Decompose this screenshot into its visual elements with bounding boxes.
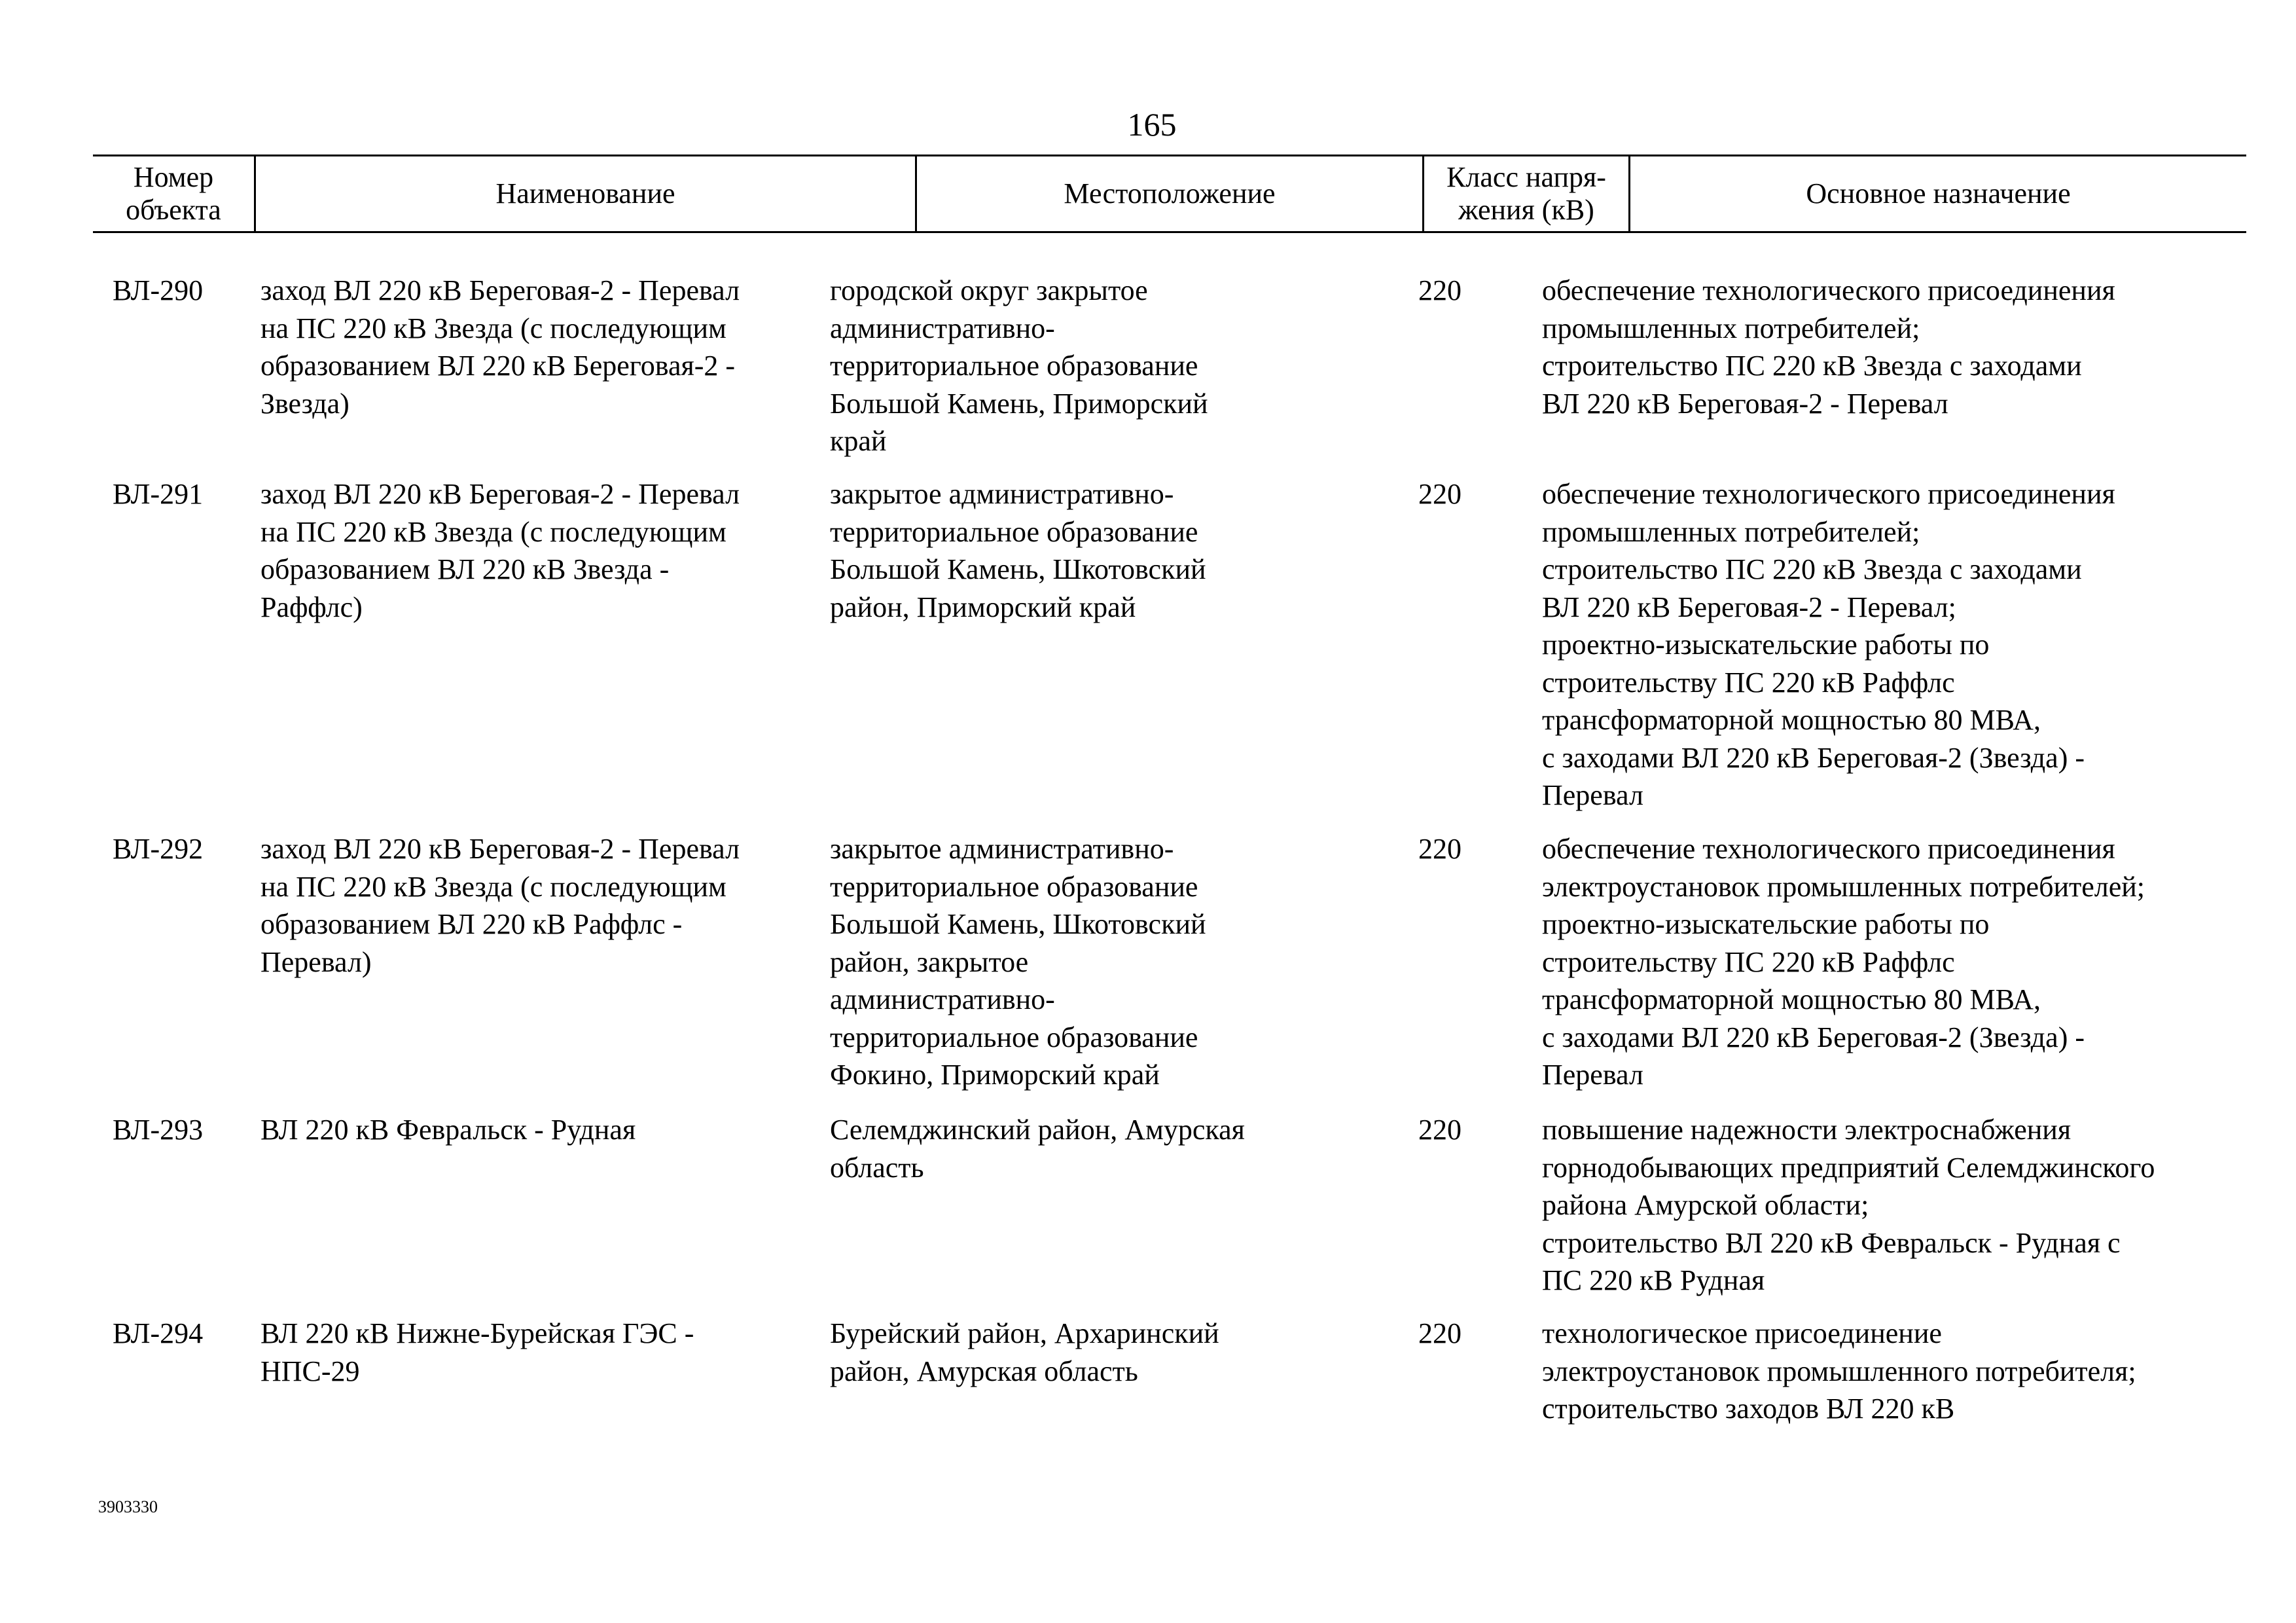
- header-name: Наименование: [254, 156, 915, 231]
- object-number: ВЛ-294: [113, 1317, 204, 1349]
- object-name: ВЛ 220 кВ Февральск - Рудная: [260, 1114, 636, 1146]
- header-location: Местоположение: [915, 156, 1422, 231]
- header-object-number: Номер объекта: [126, 161, 221, 226]
- voltage-class: 220: [1418, 274, 1462, 306]
- main-purpose: обеспечение технологического присоединения промышленных потребителей; строительство ПС 220 кВ Звезда с заходами ВЛ 220 кВ Береговая-2 - Перевал; проектно-изыскательские работы по строительству ПС 220 кВ Раффлс трансформаторной мощностью 80 МВА, с заходами ВЛ 220 кВ Береговая-2 (Звезда) - Перевал: [1542, 478, 2115, 811]
- main-purpose: обеспечение технологического присоединения промышленных потребителей; строительство ПС 220 кВ Звезда с заходами ВЛ 220 кВ Береговая-2 - Перевал: [1542, 274, 2115, 420]
- main-purpose: повышение надежности электроснабжения горнодобывающих предприятий Селемджинского района Амурской области; строительство ВЛ 220 кВ Февральск - Рудная с ПС 220 кВ Рудная: [1542, 1114, 2155, 1296]
- voltage-class: 220: [1418, 833, 1462, 865]
- header-purpose: Основное назначение: [1628, 156, 2246, 231]
- object-name: заход ВЛ 220 кВ Береговая-2 - Перевал на ПС 220 кВ Звезда (с последующим образованием ВЛ 220 кВ Раффлс - Перевал): [260, 833, 740, 978]
- object-location: закрытое административно- территориальное образование Большой Камень, Шкотовский район, закрытое административно- территориальное образование Фокино, Приморский край: [830, 833, 1206, 1091]
- object-location: городской округ закрытое административно- территориальное образование Большой Камень, Приморский край: [830, 274, 1208, 457]
- object-name: заход ВЛ 220 кВ Береговая-2 - Перевал на ПС 220 кВ Звезда (с последующим образованием ВЛ 220 кВ Звезда - Раффлс): [260, 478, 740, 623]
- main-purpose: технологическое присоединение электроустановок промышленного потребителя; строительство заходов ВЛ 220 кВ: [1542, 1317, 2136, 1425]
- object-name: ВЛ 220 кВ Нижне-Бурейская ГЭС - НПС-29: [260, 1317, 694, 1387]
- voltage-class: 220: [1418, 1114, 1462, 1146]
- voltage-class: 220: [1418, 478, 1462, 510]
- object-number: ВЛ-290: [113, 274, 204, 306]
- object-location: закрытое административно- территориальное образование Большой Камень, Шкотовский район, Приморский край: [830, 478, 1206, 623]
- voltage-class: 220: [1418, 1317, 1462, 1349]
- object-number: ВЛ-292: [113, 833, 204, 865]
- object-location: Селемджинский район, Амурская область: [830, 1114, 1245, 1184]
- object-name: заход ВЛ 220 кВ Береговая-2 - Перевал на ПС 220 кВ Звезда (с последующим образованием ВЛ 220 кВ Береговая-2 - Звезда): [260, 274, 740, 420]
- main-purpose: обеспечение технологического присоединения электроустановок промышленных потребителей; проектно-изыскательские работы по строительству ПС 220 кВ Раффлс трансформаторной мощностью 80 МВА, с заходами ВЛ 220 кВ Береговая-2 (Звезда) - Перевал: [1542, 833, 2145, 1091]
- header-voltage-class: Класс напря- жения (кВ): [1422, 156, 1628, 231]
- table-header: [93, 155, 2246, 233]
- page-number: 165: [1127, 106, 1177, 143]
- object-number: ВЛ-291: [113, 478, 204, 510]
- object-location: Бурейский район, Архаринский район, Амурская область: [830, 1317, 1219, 1387]
- object-number: ВЛ-293: [113, 1114, 204, 1146]
- document-code: 3903330: [98, 1497, 158, 1516]
